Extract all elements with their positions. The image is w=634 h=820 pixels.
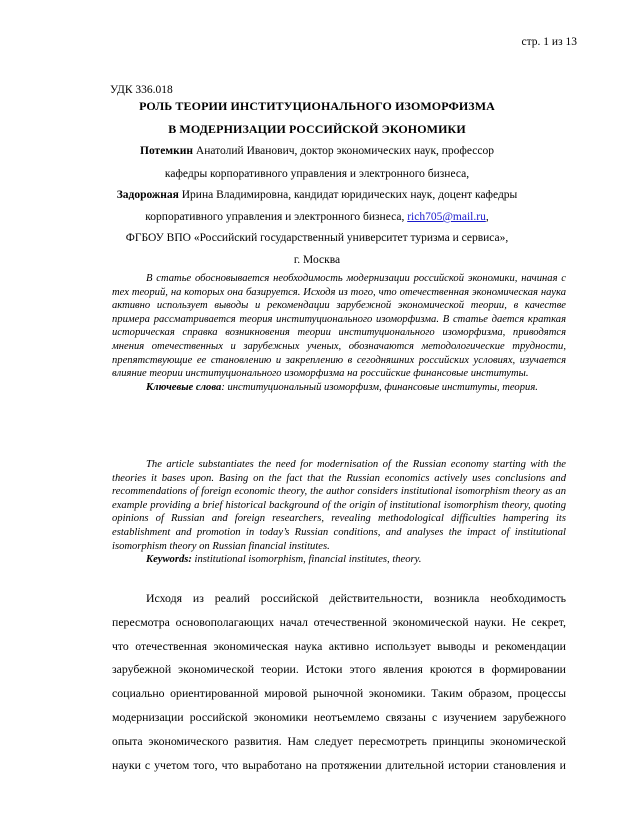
article-title-line-1: РОЛЬ ТЕОРИИ ИНСТИТУЦИОНАЛЬНОГО ИЗОМОРФИЗМА	[139, 99, 495, 113]
keywords-russian	[112, 381, 566, 395]
main-body-text	[112, 587, 566, 777]
author-2-surname: Задорожная	[116, 189, 179, 201]
abstract-russian	[112, 272, 566, 394]
page-number: стр. 1 из 13	[521, 36, 577, 48]
udk-code: УДК 336.018	[110, 84, 173, 96]
city: г. Москва	[293, 254, 341, 266]
keywords-english	[112, 553, 566, 567]
keywords-english-label: Keywords:	[146, 554, 192, 566]
author-1-line	[0, 145, 634, 157]
author-2-department: корпоративного управления и электронного бизнеса,	[145, 211, 408, 223]
author-2-tail: ,	[485, 211, 489, 223]
author-1-details: Анатолий Иванович, доктор экономических наук, профессор	[193, 145, 494, 157]
keywords-english-list: institutional isomorphism, financial institutes, theory.	[191, 554, 422, 566]
article-title-line-2: В МОДЕРНИЗАЦИИ РОССИЙСКОЙ ЭКОНОМИКИ	[168, 122, 466, 136]
university-affiliation: ФГБОУ ВПО «Российский государственный университет туризма и сервиса»,	[125, 232, 509, 244]
author-2-affiliation	[0, 211, 634, 223]
abstract-english-text: The article substantiates the need for modernisation of the Russian economy starting with the theories it bases upon. Basing on the fact that the Russian economics actively uses conclusions and recommendations of foreign economic theory, the author considers institutional isomorphism theory as an example providing a brief historical background of the origin of institutional isomorphism theory, quoting opinions of Russian and foreign researchers, revealing methodological difficulties hampering its establishment and promotion in today’s Russian conditions, and analyses the impact of institutional isomorphism theory on Russian financial institutes.	[112, 459, 566, 552]
abstract-russian-text: В статье обосновывается необходимость модернизации российской экономики, начиная с тех теорий, на которых она базируется. Исходя из того, что отечественная экономическая наука активно использует выводы и рекомендации зарубежной экономической теории, в качестве примера рассматривается теория институционального изоморфизма. В статье дается краткая историческая справка возникновения теории институционального изоморфизма, приводятся мнения отечественных и зарубежных ученых, обозначаются методологические трудности, препятствующие ее становлению и закреплению в сегодняшних российских условиях, изучается влияние теории институционального изоморфизма на российские финансовые институты.	[112, 273, 566, 380]
abstract-english	[112, 458, 566, 567]
keywords-russian-label: Ключевые слова	[146, 381, 222, 393]
body-paragraph: Исходя из реалий российской действительности, возникла необходимость пересмотра основополагающих начал отечественной экономической науки. Не секрет, что отечественная экономическая наука активно использует выводы и рекомендации зарубежной экономической теории. Истоки этого явления кроются в формировании социально ориентированной мировой рыночной экономики. Таким образом, процессы модернизации российской экономики неотъемлемо связаны с изучением зарубежного опыта экономического развития. Нам следует пересмотреть принципы экономической науки с учетом того, что выработано на протяжении длительной истории становления и	[112, 591, 566, 772]
author-1-affiliation: кафедры корпоративного управления и электронного бизнеса,	[164, 168, 470, 180]
keywords-russian-list: : институциональный изоморфизм, финансовые институты, теория.	[221, 381, 538, 393]
author-2-line	[0, 189, 634, 201]
author-1-surname: Потемкин	[140, 145, 194, 157]
author-2-details: Ирина Владимировна, кандидат юридических наук, доцент кафедры	[178, 189, 518, 201]
author-email-link[interactable]: rich705@mail.ru	[407, 211, 486, 223]
